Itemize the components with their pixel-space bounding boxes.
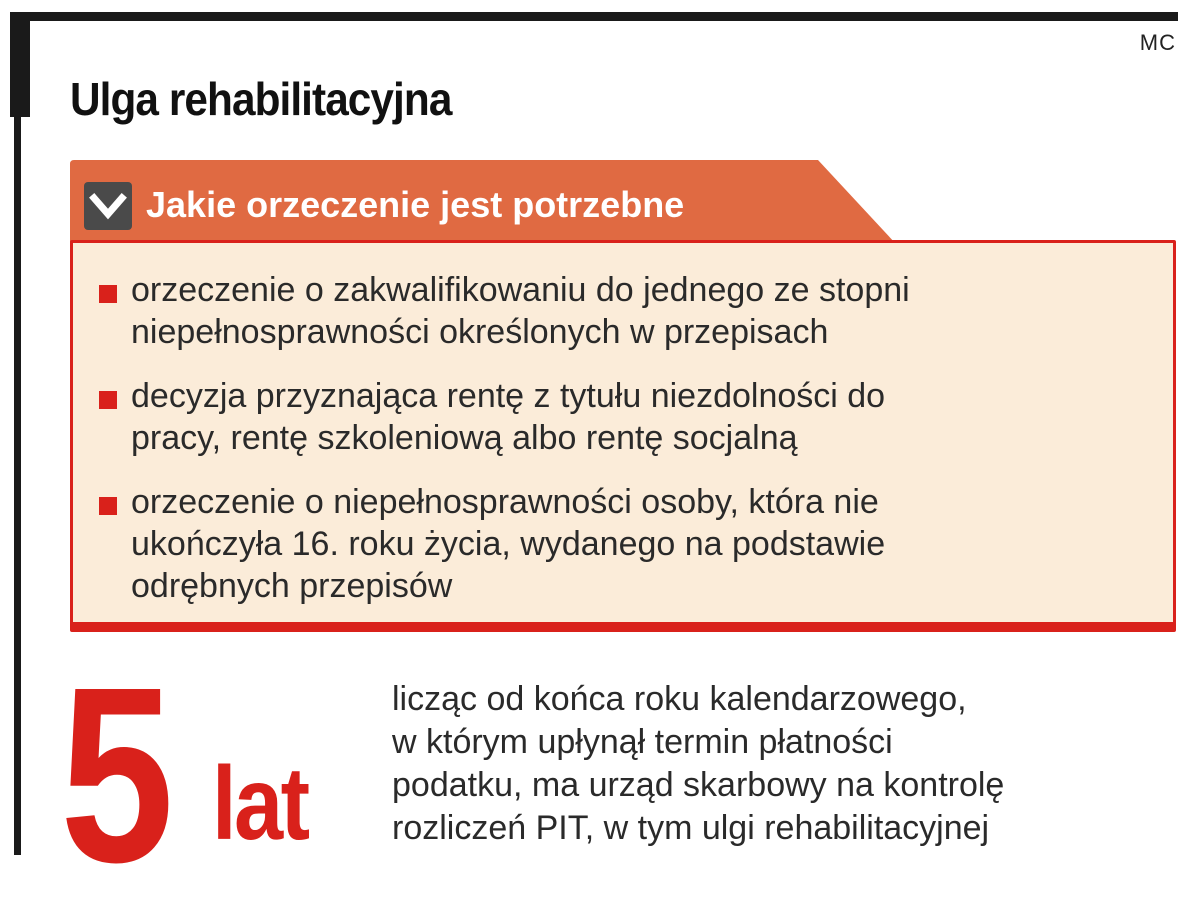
page-title: Ulga rehabilitacyjna bbox=[70, 73, 452, 125]
list-item-line: odrębnych przepisów bbox=[131, 567, 453, 605]
bullet-square-icon bbox=[99, 497, 117, 515]
highlight-description bbox=[392, 678, 1182, 850]
list-item-line: ukończyła 16. roku życia, wydanego na podstawie bbox=[131, 525, 886, 563]
list-item-line: decyzja przyznająca rentę z tytułu niezdolności do bbox=[131, 377, 886, 415]
list-item-line: niepełnosprawności określonych w przepisach bbox=[131, 313, 829, 351]
list-item-line: pracy, rentę szkoleniową albo rentę socjalną bbox=[131, 419, 798, 457]
bullet-square-icon bbox=[99, 391, 117, 409]
list-item-line: orzeczenie o zakwalifikowaniu do jednego ze stopni bbox=[131, 271, 910, 309]
author-credit: MC bbox=[1139, 30, 1176, 55]
chevron-down-icon bbox=[84, 182, 132, 230]
highlight-unit: lat bbox=[212, 746, 308, 862]
frame-left-rule bbox=[14, 110, 21, 855]
list-item-line: orzeczenie o niepełnosprawności osoby, która nie bbox=[131, 483, 879, 521]
frame-top-rule bbox=[10, 12, 1178, 21]
description-line: w którym upłynął termin płatności bbox=[392, 723, 893, 761]
description-line: rozliczeń PIT, w tym ulgi rehabilitacyjnej bbox=[392, 809, 990, 847]
list-item bbox=[131, 481, 1133, 607]
frame-corner-block bbox=[10, 12, 30, 117]
list-item bbox=[131, 269, 1133, 353]
requirements-panel bbox=[70, 240, 1176, 632]
section-heading: Jakie orzeczenie jest potrzebne bbox=[146, 184, 685, 225]
bullet-square-icon bbox=[99, 285, 117, 303]
highlight-number: 5 bbox=[60, 635, 168, 914]
list-item bbox=[131, 375, 1133, 459]
description-line: licząc od końca roku kalendarzowego, bbox=[392, 680, 967, 718]
description-line: podatku, ma urząd skarbowy na kontrolę bbox=[392, 766, 1005, 804]
